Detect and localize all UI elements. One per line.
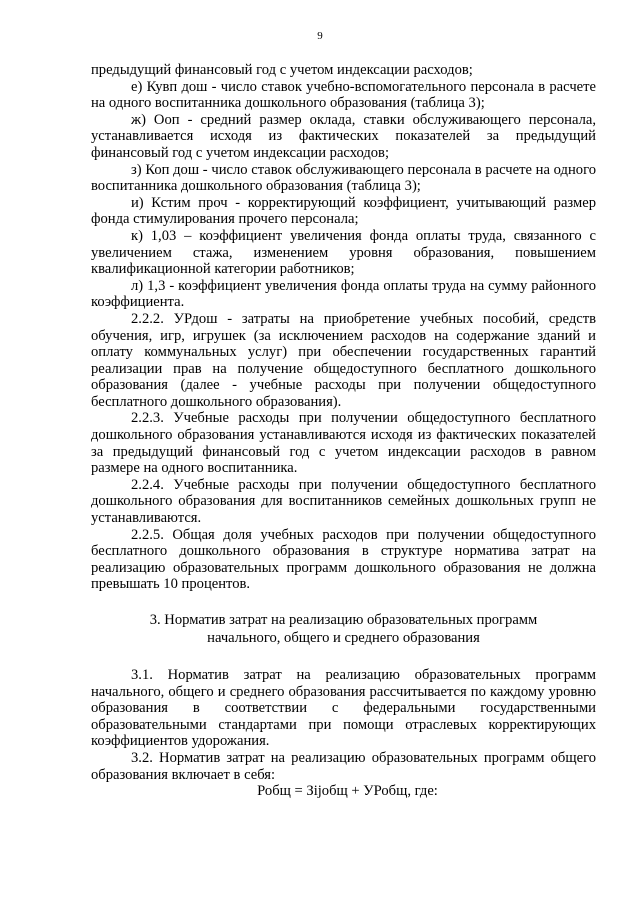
page-number: 9: [317, 30, 323, 42]
paragraph: 2.2.3. Учебные расходы при получении общедоступного бесплатного дошкольного образования устанавливаются исходя из фактических показателей за предыдущий финансовый год с учетом индексации расходов в равном размере на одного воспитанника.: [91, 410, 596, 477]
paragraph: е) Кувп дош - число ставок учебно-вспомогательного персонала в расчете на одного воспитанника дошкольного образования (таблица 3);: [91, 78, 596, 112]
paragraphs-top: [91, 62, 596, 593]
paragraph: 3.1. Норматив затрат на реализацию образовательных программ начального, общего и среднего образования рассчитывается по каждому уровню образования в соответствии с федеральными государственными образовательными стандартами при помощи отраслевых корректирующих коэффициентов удорожания.: [91, 667, 596, 750]
paragraph: 2.2.5. Общая доля учебных расходов при получении общедоступного бесплатного дошкольного образования в структуре норматива затрат на реализацию образовательных программ дошкольного образования не должна превышать 10 процентов.: [91, 526, 596, 593]
paragraph: и) Кстим проч - корректирующий коэффициент, учитывающий размер фонда стимулирования прочего персонала;: [91, 194, 596, 228]
paragraph: 2.2.2. УРдош - затраты на приобретение учебных пособий, средств обучения, игр, игрушек (за исключением расходов на содержание зданий и оплату коммунальных услуг) при обеспечении государственных гарантий реализации прав на получение общедоступного бесплатного дошкольного образования (далее - учебные расходы при получении общедоступного бесплатного дошкольного образования).: [91, 310, 596, 410]
paragraph: л) 1,3 - коэффициент увеличения фонда оплаты труда на сумму районного коэффициента.: [91, 277, 596, 311]
paragraph: 3.2. Норматив затрат на реализацию образовательных программ общего образования включает в себя:: [91, 749, 596, 783]
paragraph: предыдущий финансовый год с учетом индексации расходов;: [91, 62, 473, 78]
section-title-line: 3. Норматив затрат на реализацию образовательных программ: [149, 612, 538, 628]
formula: Робщ = Зijобщ + УРобщ, где:: [257, 783, 438, 800]
section-title: [91, 611, 596, 647]
document-body: [91, 62, 596, 800]
paragraph: з) Коп дош - число ставок обслуживающего персонала в расчете на одного воспитанника дошкольного образования (таблица 3);: [91, 161, 596, 195]
section-title-line: начального, общего и среднего образования: [207, 630, 480, 646]
paragraph: 2.2.4. Учебные расходы при получении общедоступного бесплатного дошкольного образования для воспитанников семейных дошкольных групп не устанавливаются.: [91, 476, 596, 527]
paragraphs-bottom: [91, 667, 596, 783]
paragraph: ж) Ооп - средний размер оклада, ставки обслуживающего персонала, устанавливается исходя из фактических показателей за предыдущий финансовый год с учетом индексации расходов;: [91, 111, 596, 161]
paragraph: к) 1,03 – коэффициент увеличения фонда оплаты труда, связанного с увеличением стажа, изменением уровня образования, повышением квалификационной категории работников;: [91, 227, 596, 278]
